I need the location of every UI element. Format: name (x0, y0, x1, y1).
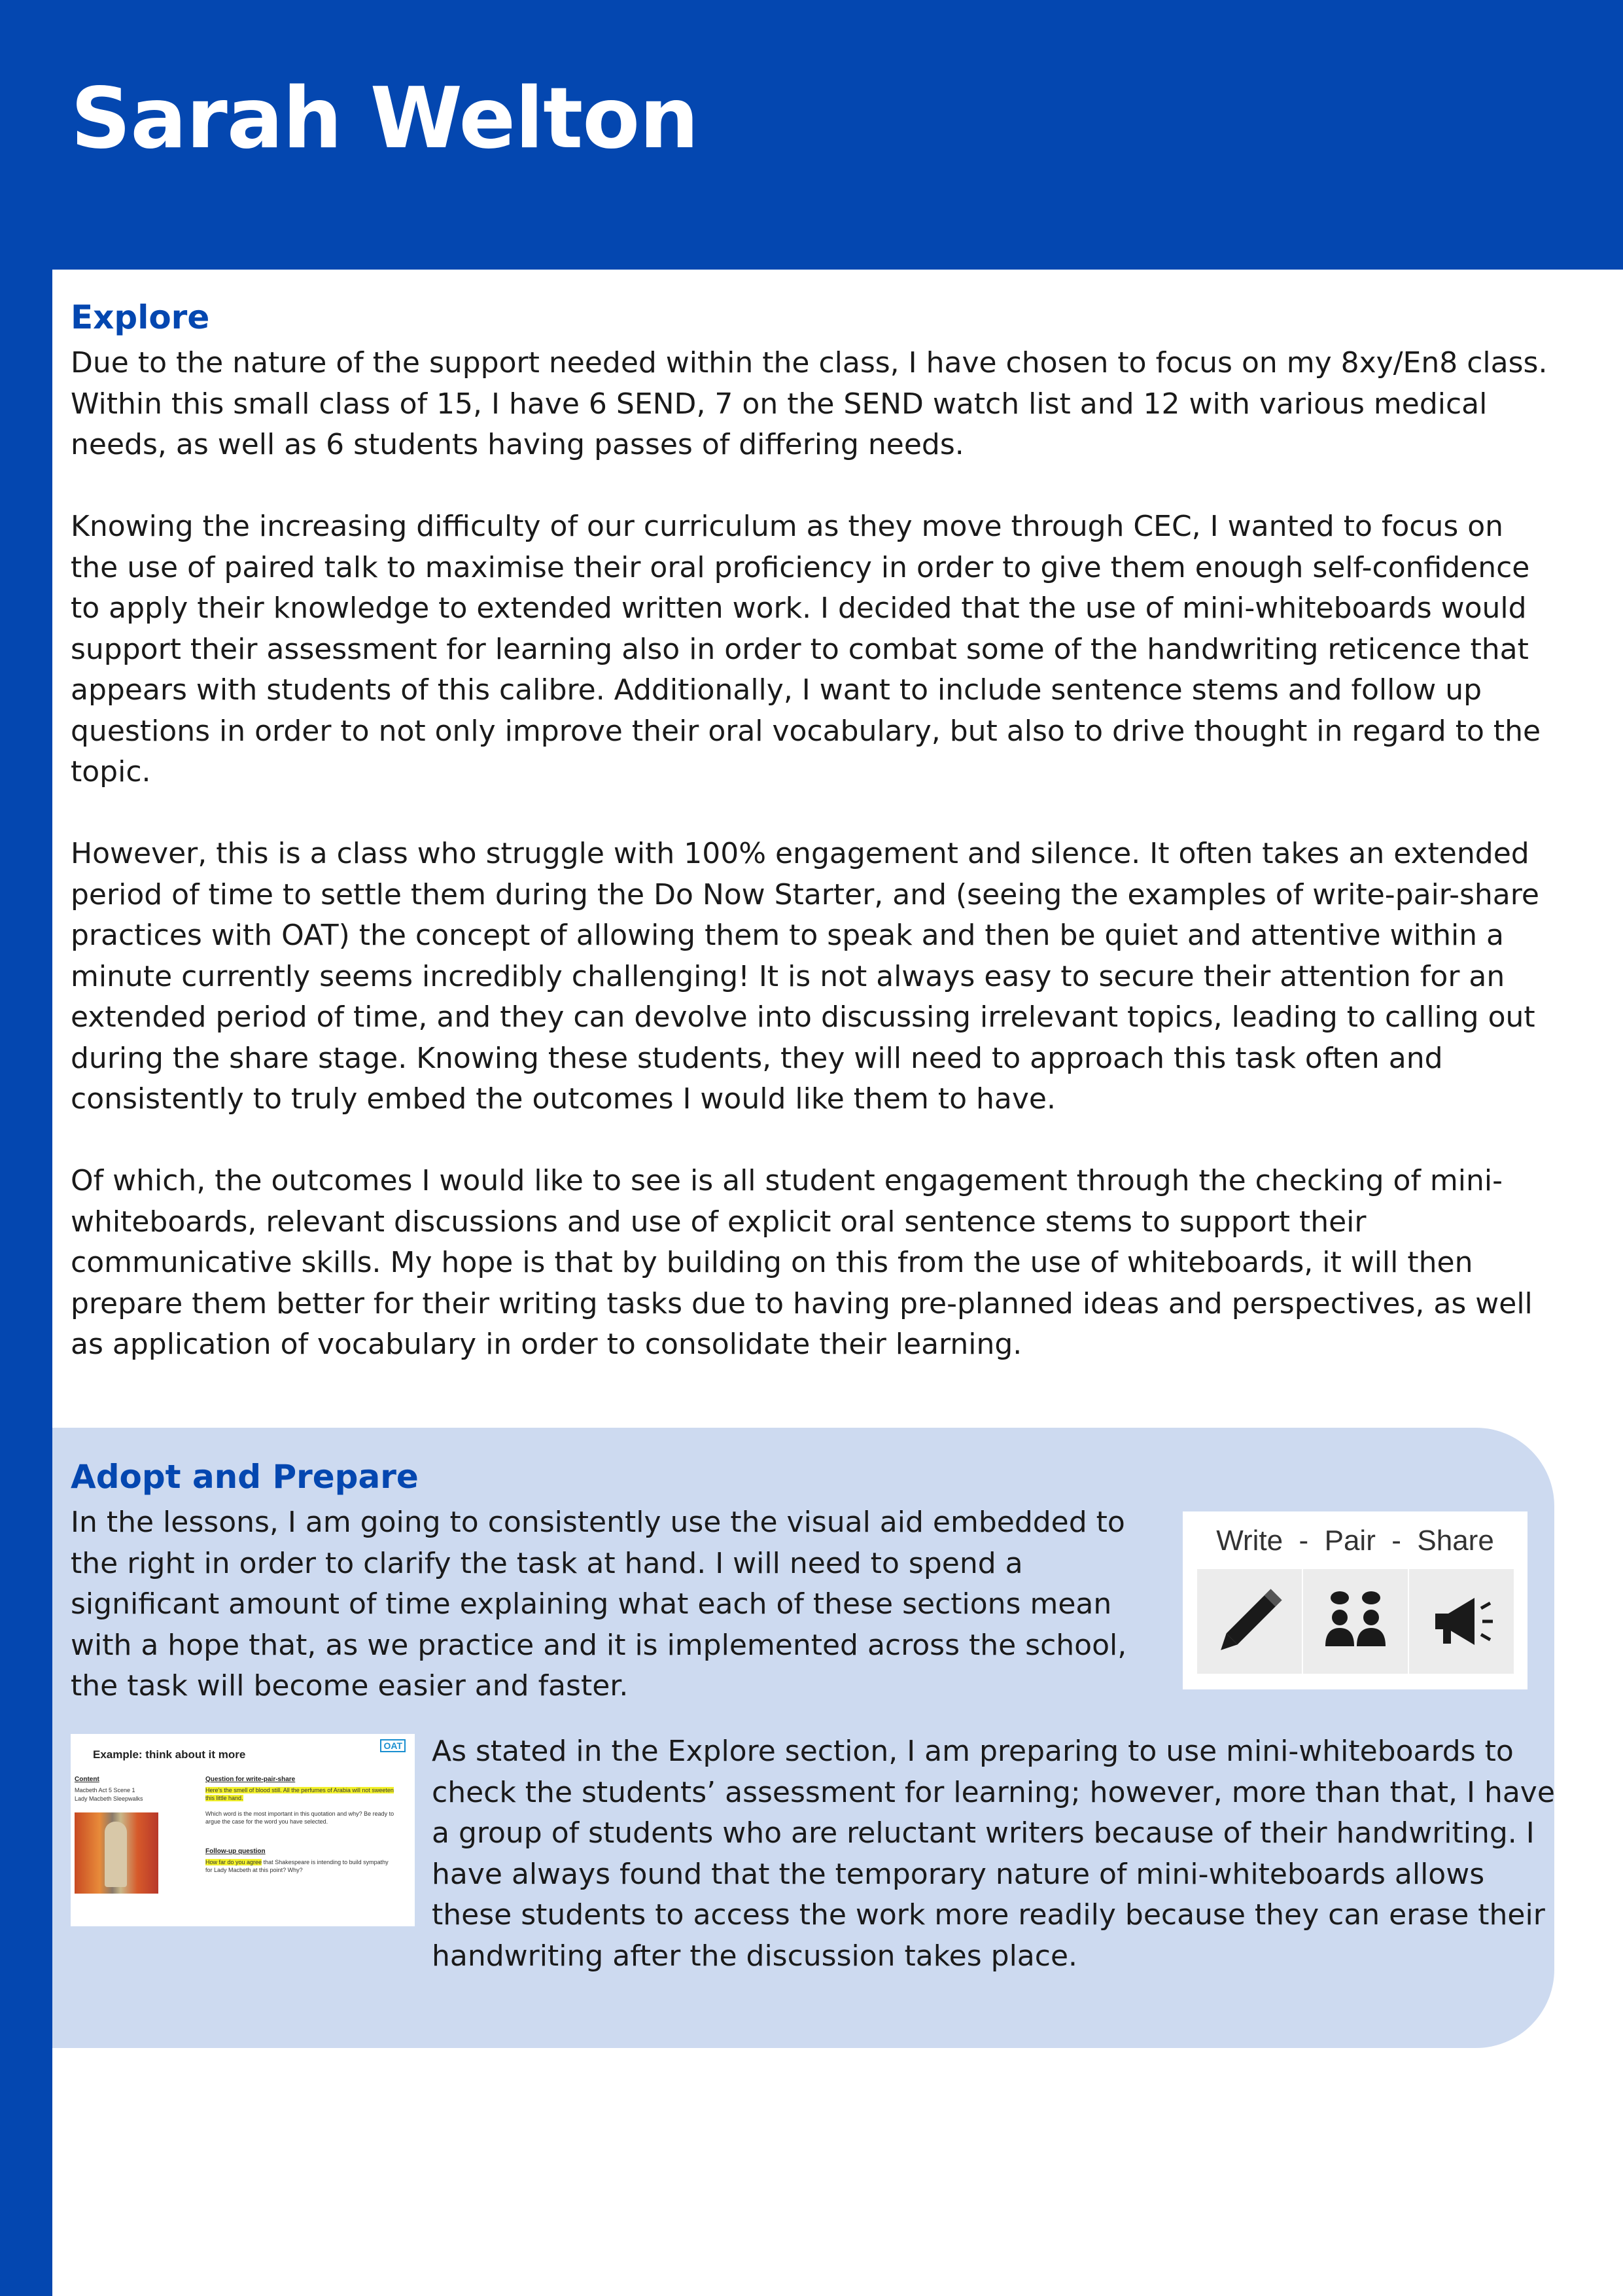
slide-question-quote: Here's the smell of blood still. All the perfumes of Arabia will not sweeten this little hand. (205, 1787, 394, 1801)
megaphone-icon (1409, 1569, 1514, 1674)
slide-question-heading: Question for write-pair-share (205, 1776, 296, 1783)
adopt-paragraph-1: In the lessons, I am going to consistently use the visual aid embedded to the right in order to clarify the task at hand. I will need to spend a significant amount of time explaining what each of these sections mean with a hope that, as we practice and it is implemented across the school, the task will become easier and faster. (71, 1506, 1127, 1703)
adopt-paragraph-2: As stated in the Explore section, I am preparing to use mini-whiteboards to check the students’ assessment for learning; however, more than that, I have a group of students who are reluctant writers because of their handwriting. I have always found that the temporary nature of mini-whiteboards allows these students to access the work more readily because they can erase their handwriting after the discussion takes place. (432, 1735, 1555, 1973)
slide-content-line-1: Macbeth Act 5 Scene 1 (75, 1787, 135, 1793)
slide-followup-text: that Shakespeare is intending to build sympathy for Lady Macbeth at this point? Why? (205, 1859, 389, 1873)
explore-paragraph-4: Of which, the outcomes I would like to see is all student engagement through the checking of mini-whiteboards, relevant discussions and use of explicit oral sentence stems to support their communicative skills. My hope is that by building on this from the use of whiteboards, it will then prepare them better for their writing tasks due to having pre-planned ideas and perspectives, as well as application of vocabulary in order to consolidate their learning. (71, 1164, 1533, 1361)
slide-title: Example: think about it more (93, 1748, 246, 1761)
slide-followup-highlight: How far do you agree (205, 1859, 262, 1865)
example-slide-image (71, 1734, 415, 1926)
header-banner (0, 0, 1623, 270)
pair-people-icon (1303, 1569, 1408, 1674)
page-title: Sarah Welton (71, 70, 699, 168)
adopt-heading: Adopt and Prepare (71, 1458, 419, 1496)
slide-followup-heading: Follow-up question (205, 1848, 266, 1855)
slide-question-text: Which word is the most important in this quotation and why? Be ready to argue the case for the word you have selected. (205, 1810, 394, 1825)
macbeth-illustration (75, 1812, 158, 1894)
write-pair-share-visual (1183, 1511, 1527, 1689)
slide-content-line-2: Lady Macbeth Sleepwalks (75, 1795, 143, 1802)
oat-logo: OAT (380, 1739, 406, 1752)
write-pair-share-labels: Write - Pair - Share (1216, 1525, 1494, 1557)
explore-paragraph-2: Knowing the increasing difficulty of our curriculum as they move through CEC, I wanted to focus on the use of paired talk to maximise their oral proficiency in order to give them enough self-confidence to apply their knowledge to extended written work. I decided that the use of mini-whiteboards would support their assessment for learning also in order to combat some of the handwriting reticence that appears with students of this calibre. Additionally, I want to include sentence stems and follow up questions in order to not only improve their oral vocabulary, but also to drive thought in regard to the topic. (71, 510, 1541, 788)
explore-paragraph-1: Due to the nature of the support needed within the class, I have chosen to focus on my 8xy/En8 class. Within this small class of 15, I have 6 SEND, 7 on the SEND watch list and 12 with various medical needs, as well as 6 students having passes of differing needs. (71, 346, 1548, 461)
explore-paragraph-3: However, this is a class who struggle with 100% engagement and silence. It often takes an extended period of time to settle them during the Do Now Starter, and (seeing the examples of write-pair-share practices with OAT) the concept of allowing them to speak and then be quiet and attentive within a minute currently seems incredibly challenging! It is not always easy to secure their attention for an extended period of time, and they can devolve into discussing irrelevant topics, leading to calling out during the share stage. Knowing these students, they will need to approach this task often and consistently to truly embed the outcomes I would like them to have. (71, 837, 1539, 1116)
left-accent-bar (0, 270, 52, 2296)
slide-content-heading: Content (75, 1776, 99, 1783)
explore-heading: Explore (71, 298, 210, 336)
pencil-icon (1197, 1569, 1302, 1674)
